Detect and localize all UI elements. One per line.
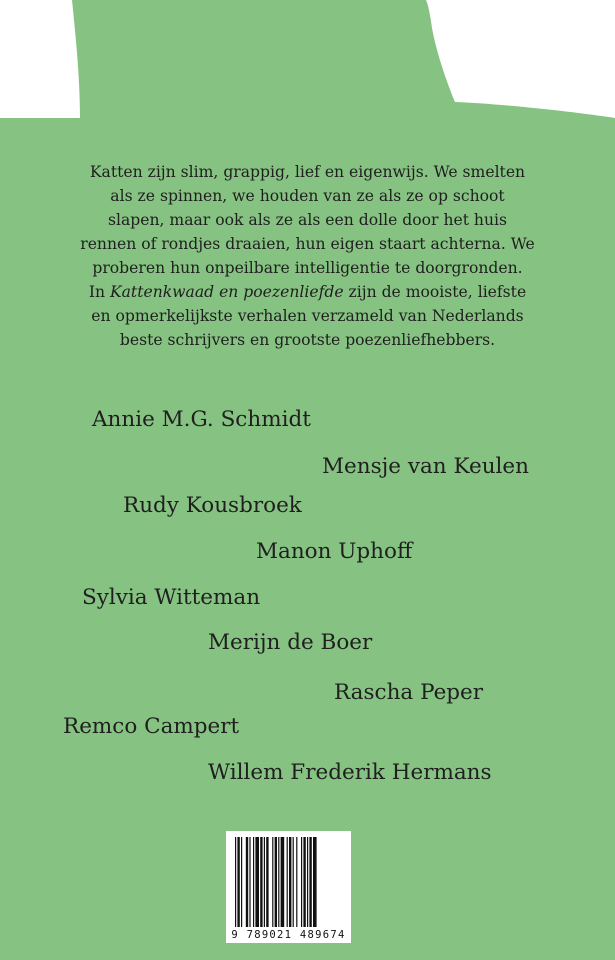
- back-cover-blurb: [40, 160, 575, 352]
- barcode-bar: [249, 837, 250, 927]
- blurb-text: zijn de mooiste, liefste: [343, 283, 527, 301]
- author-name: Annie M.G. Schmidt: [92, 407, 311, 432]
- barcode-bar: [281, 837, 285, 927]
- blurb-line: [40, 280, 575, 304]
- blurb-line: beste schrijvers en grootste poezenliefhebbers.: [119, 331, 496, 349]
- barcode-bar: [241, 837, 242, 927]
- barcode-bar: [235, 837, 236, 927]
- author-name: Rudy Kousbroek: [123, 493, 302, 518]
- blurb-line: proberen hun onpeilbare intelligentie te doorgronden.: [92, 259, 523, 277]
- barcode-bar: [293, 837, 294, 927]
- barcode-bar: [253, 837, 254, 927]
- author-name: Mensje van Keulen: [322, 454, 529, 479]
- blurb-line: en opmerkelijkste verhalen verzameld van Nederlands: [91, 307, 524, 325]
- barcode-bar: [266, 837, 268, 927]
- barcode-bar: [264, 837, 265, 927]
- barcode-bar: [301, 837, 302, 927]
- blurb-line: slapen, maar ook als ze als een dolle door het huis: [107, 211, 508, 229]
- barcode-bar: [275, 837, 277, 927]
- barcode-bar: [237, 837, 239, 927]
- barcode-bar: [260, 837, 262, 927]
- barcode-bar: [296, 837, 297, 927]
- author-name: Rascha Peper: [334, 680, 484, 705]
- barcode-bar: [303, 837, 305, 927]
- barcode-bar: [289, 837, 291, 927]
- blurb-line: Katten zijn slim, grappig, lief en eigenwijs. We smelten: [89, 163, 526, 181]
- author-name: Remco Campert: [63, 714, 240, 739]
- author-name: Sylvia Witteman: [82, 585, 261, 610]
- isbn-barcode: [226, 831, 351, 943]
- barcode-bar: [246, 837, 248, 927]
- barcode-bar: [255, 837, 259, 927]
- barcode-bar: [272, 837, 273, 927]
- author-name: Merijn de Boer: [208, 630, 373, 655]
- book-title: Kattenkwaad en poezenliefde: [109, 283, 344, 301]
- isbn-number: 9 789021 489674: [231, 929, 346, 941]
- author-name: Willem Frederik Hermans: [208, 760, 492, 785]
- barcode-bar: [278, 837, 279, 927]
- barcode-bar: [307, 837, 308, 927]
- blurb-line: rennen of rondjes draaien, hun eigen staart achterna. We: [80, 235, 535, 253]
- blurb-line: als ze spinnen, we houden van ze als ze op schoot: [110, 187, 505, 205]
- barcode-bars: [235, 837, 345, 927]
- barcode-bar: [309, 837, 311, 927]
- author-name: Manon Uphoff: [256, 539, 413, 564]
- barcode-bar: [313, 837, 317, 927]
- blurb-text: In: [88, 283, 110, 301]
- barcode-bar: [287, 837, 288, 927]
